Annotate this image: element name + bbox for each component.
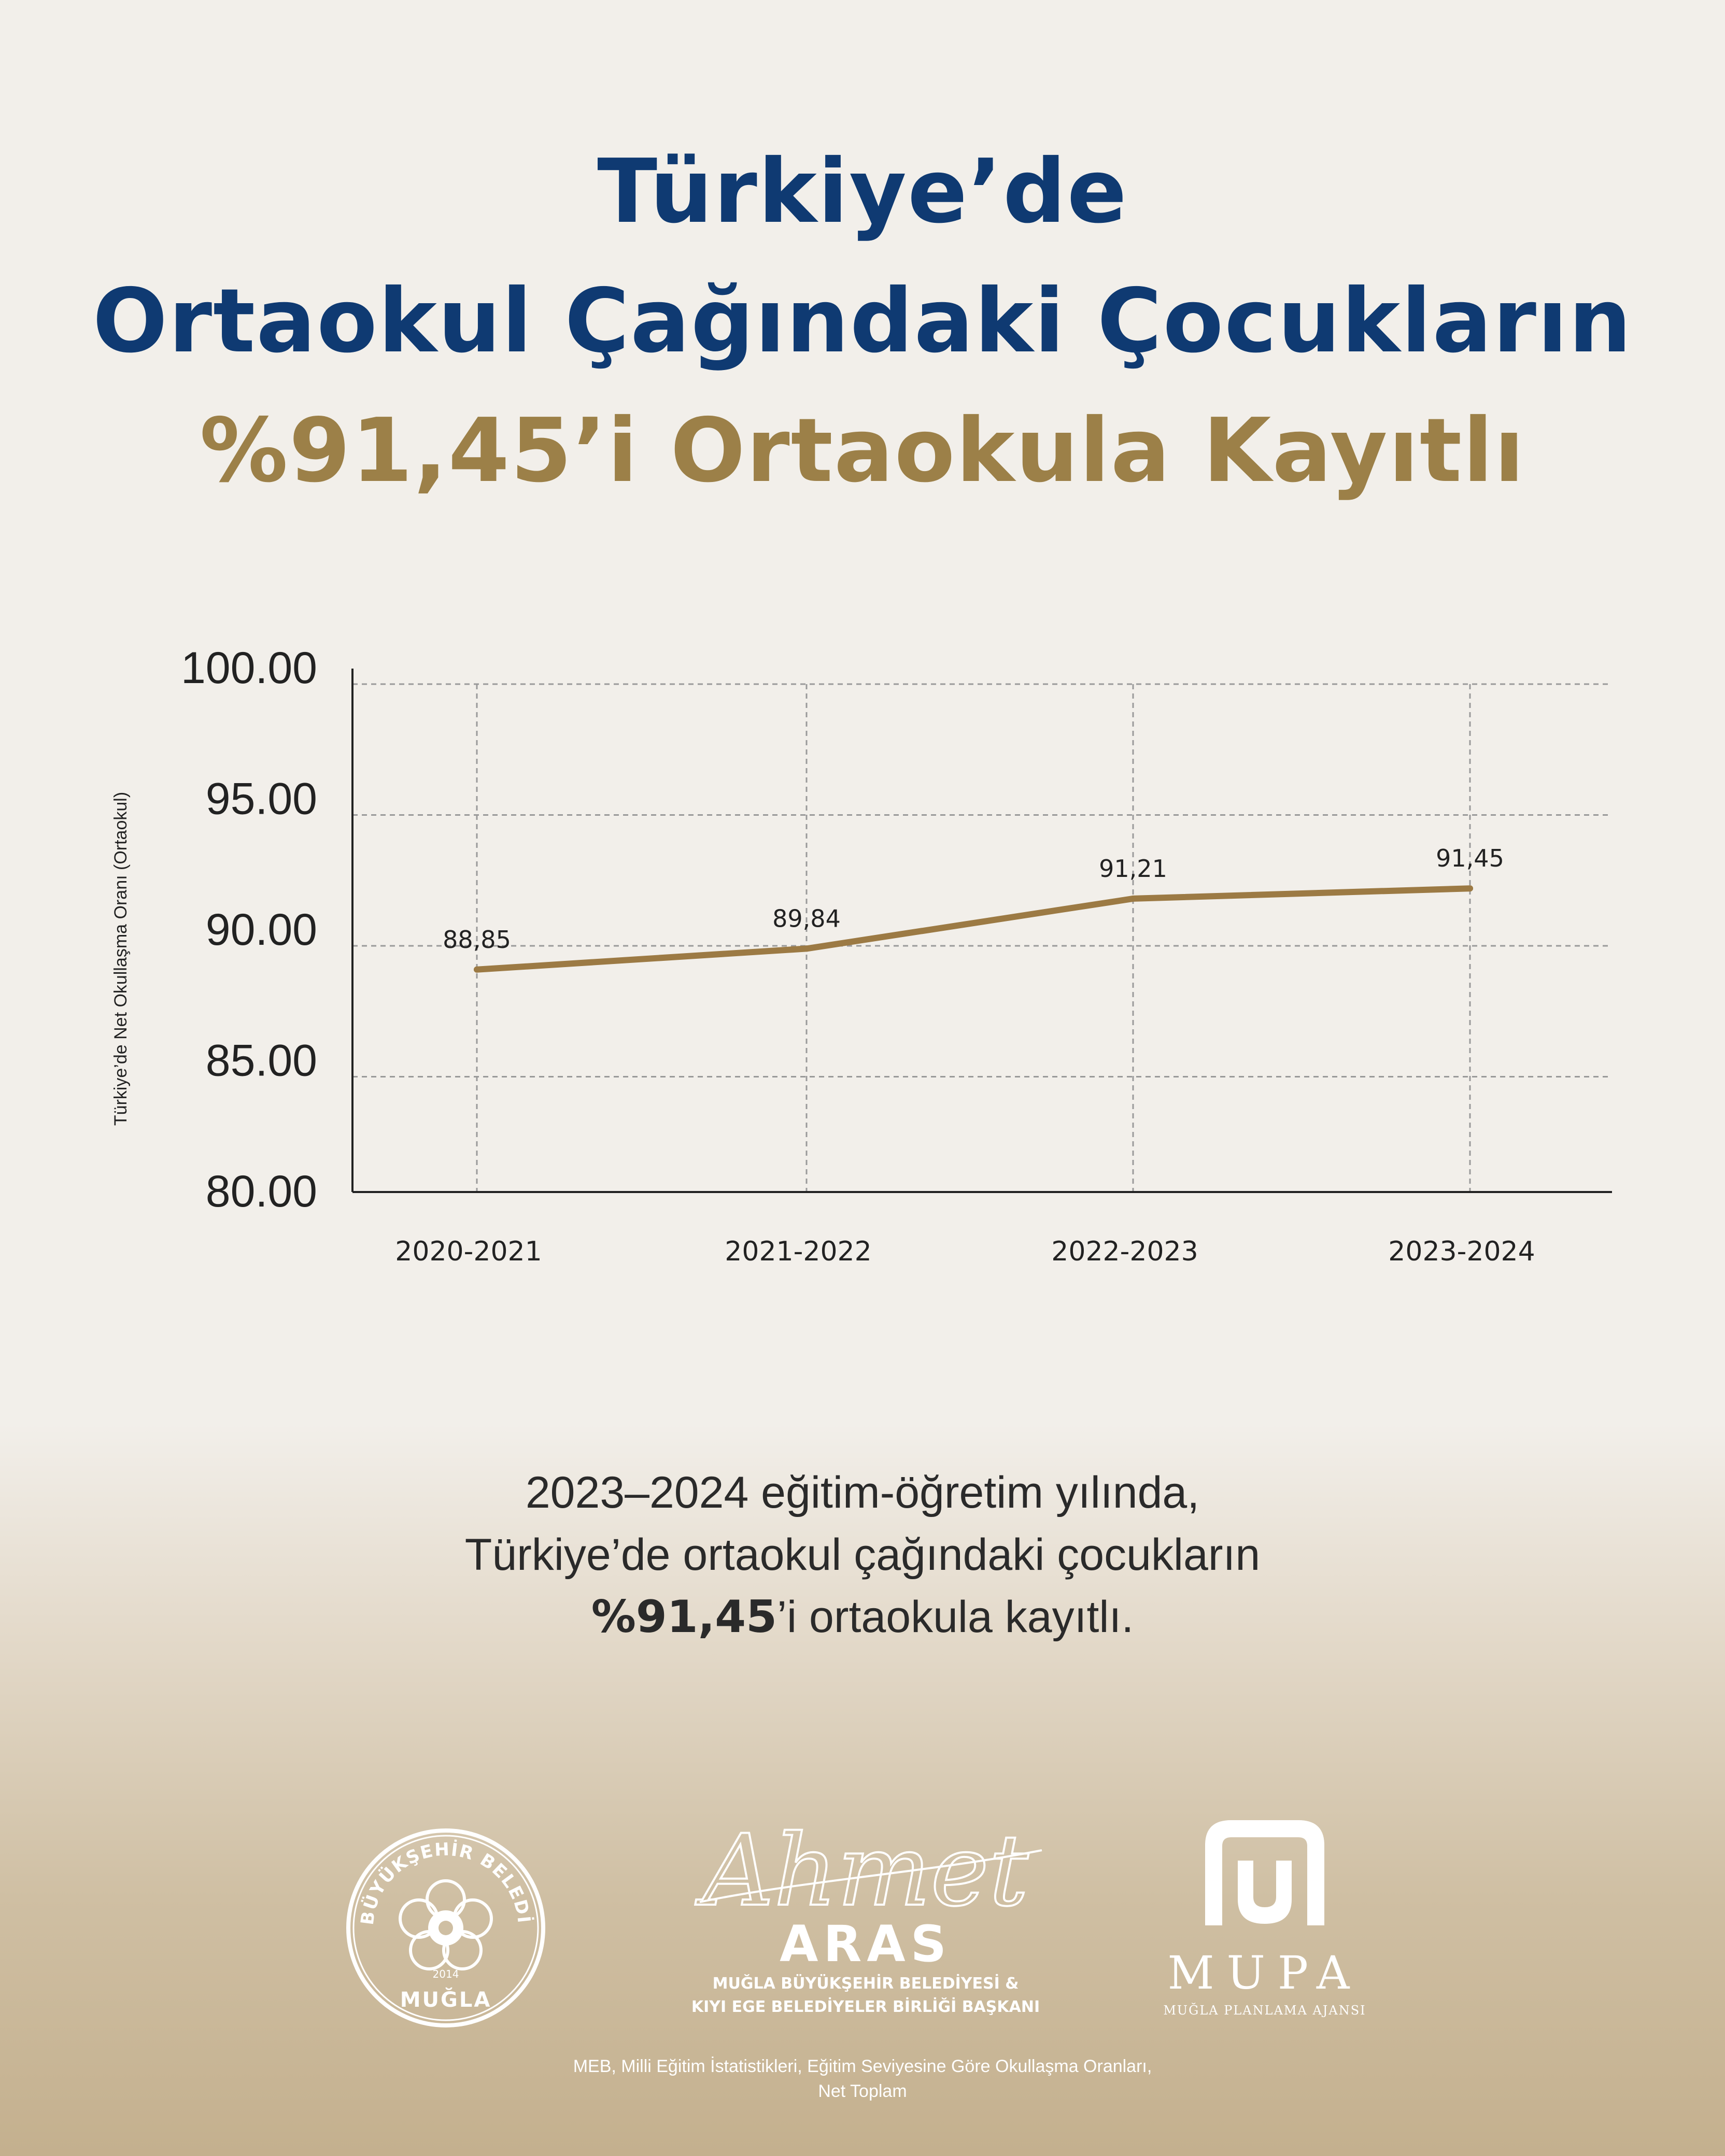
municipality-seal-logo [342, 1824, 549, 2032]
tick-labels [181, 643, 1535, 1267]
mayor-signature-logo [669, 1814, 1063, 2032]
y-tick-label: 90.00 [205, 905, 317, 955]
mupa-logo [1140, 1814, 1389, 2021]
description-line-1: 2023–2024 eğitim-öğretim yılında, [525, 1468, 1200, 1517]
data-label: 91,45 [1436, 844, 1504, 873]
data-point [1130, 896, 1136, 902]
mupa-arch-icon [1140, 1814, 1389, 1938]
y-tick-label: 100.00 [180, 643, 317, 693]
y-tick-label: 80.00 [205, 1167, 317, 1216]
data-label: 89,84 [772, 904, 841, 933]
series-lines [474, 885, 1473, 973]
data-point [1467, 885, 1473, 891]
title-line-1: Türkiye’de [597, 140, 1128, 243]
x-tick-label: 2020-2021 [395, 1236, 542, 1267]
source-line-1: MEB, Milli Eğitim İstatistikleri, Eğitim Seviyesine Göre Okullaşma Oranları, [573, 2056, 1152, 2076]
y-axis-label: Türkiye’de Net Okullaşma Oranı (Ortaokul) [111, 791, 131, 1126]
x-tick-label: 2023-2024 [1388, 1236, 1535, 1267]
data-label: 91,21 [1099, 854, 1167, 883]
data-point [803, 945, 810, 952]
data-point [474, 967, 480, 973]
seal-year: 2014 [432, 1968, 459, 1980]
seal-arc-text: BÜYÜKŞEHİR BELEDİ [357, 1839, 534, 1926]
mupa-name: MUPA [1167, 1946, 1362, 1999]
title-line-3: %91,45’i Ortaokula Kayıtlı [200, 400, 1525, 502]
signature-name: ARAS [780, 1915, 952, 1973]
series-line [477, 888, 1470, 970]
signature-script [669, 1814, 1063, 1923]
seal-city: MUĞLA [400, 1988, 492, 2012]
grid-lines [352, 684, 1612, 1192]
source-line-2: Net Toplam [818, 2081, 907, 2101]
signature-script-text: Ahmet [702, 1814, 1029, 1923]
data-labels [443, 844, 1504, 954]
flower-seal-icon [342, 1824, 549, 2032]
y-tick-label: 85.00 [205, 1036, 317, 1086]
x-tick-label: 2022-2023 [1051, 1236, 1198, 1267]
x-tick-label: 2021-2022 [725, 1236, 872, 1267]
highlight-percentage: %91,45 [591, 1591, 777, 1643]
signature-role-line-1: MUĞLA BÜYÜKŞEHİR BELEDİYESİ & [712, 1975, 1019, 1993]
data-label: 88,85 [443, 925, 511, 954]
description-line-3 [0, 1586, 1725, 1648]
mupa-subtitle: MUĞLA PLANLAMA AJANSI [1163, 2003, 1366, 2018]
chart-axes [352, 669, 1612, 1192]
description-line-2: Türkiye’de ortaokul çağındaki çocukların [464, 1530, 1261, 1580]
y-tick-label: 95.00 [205, 774, 317, 824]
signature-role-line-2: KIYI EGE BELEDİYELER BİRLİĞİ BAŞKANI [691, 1998, 1040, 2016]
description-line-3-rest: ’i ortaokula kayıtlı. [776, 1592, 1134, 1642]
title-line-2: Ortaokul Çağındaki Çocukların [92, 270, 1633, 373]
